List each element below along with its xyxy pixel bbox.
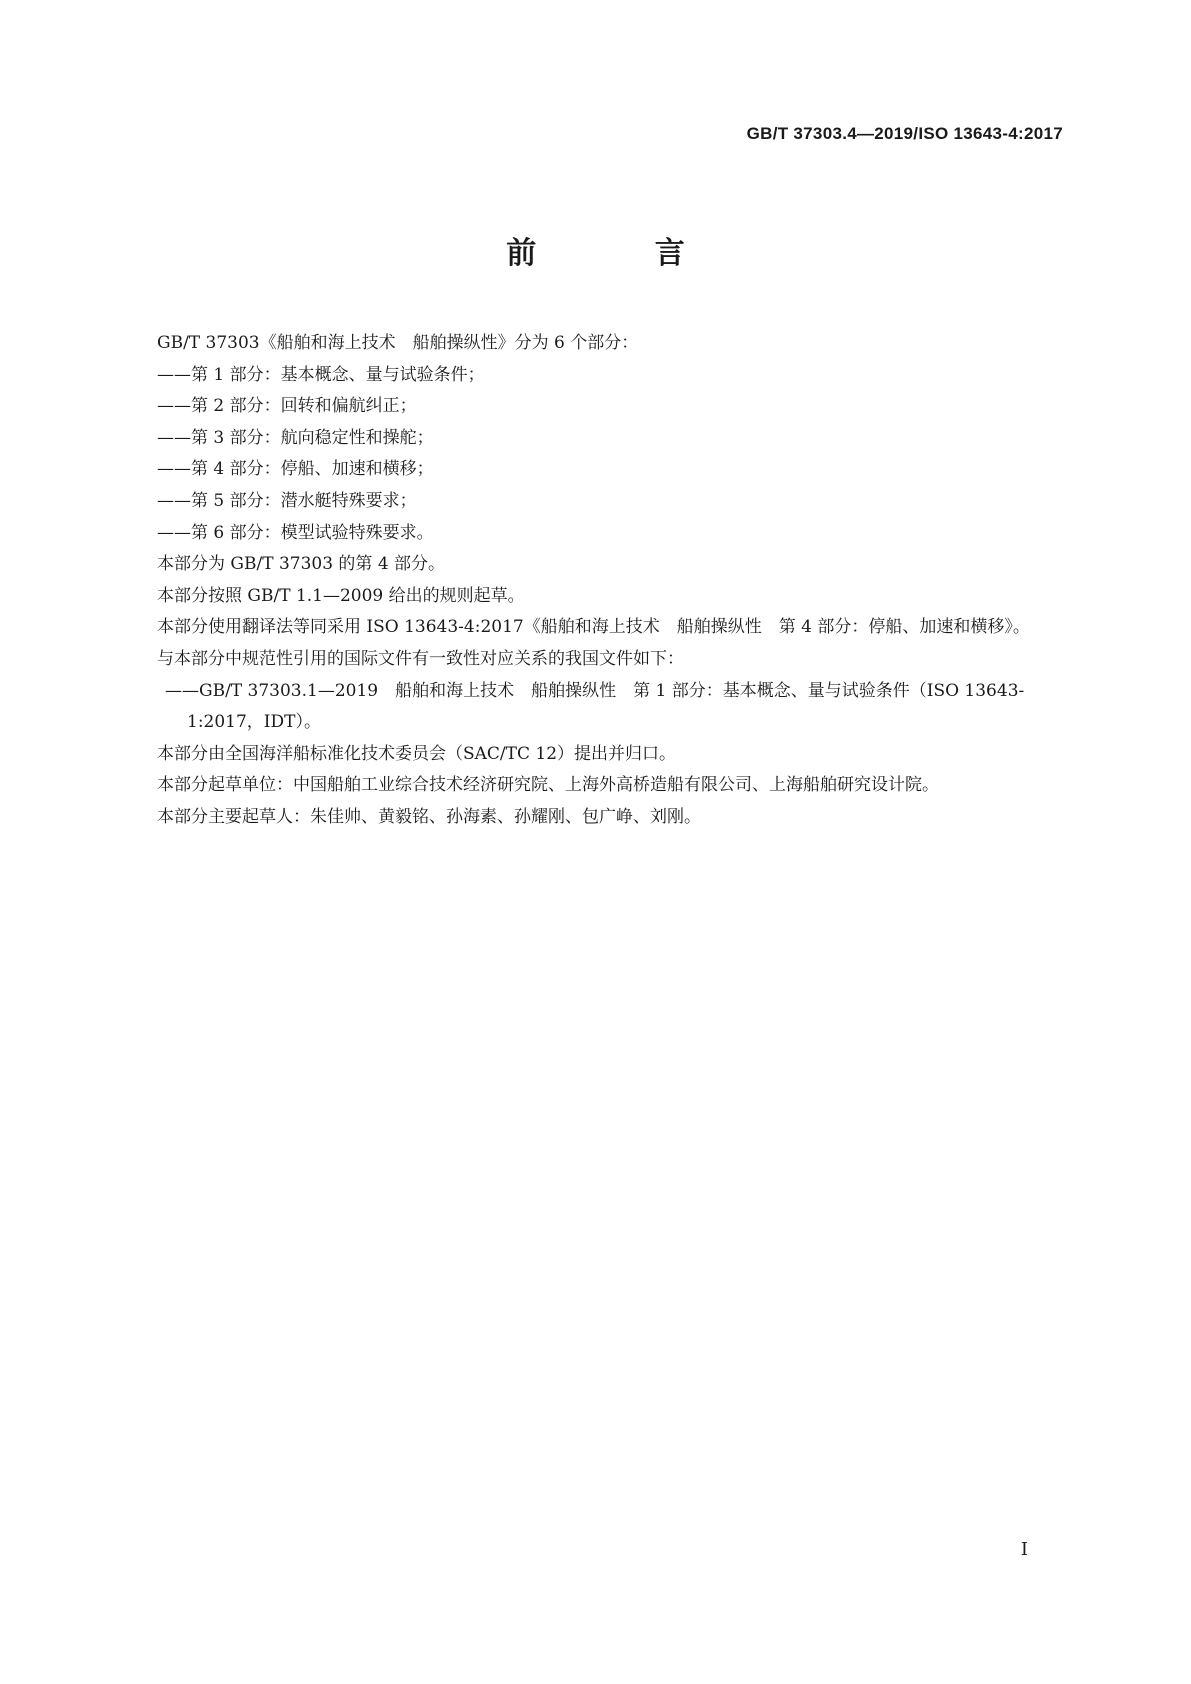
paragraph-part-statement: 本部分为 GB/T 37303 的第 4 部分。: [157, 554, 446, 575]
paragraph-drafting-rules: 本部分按照 GB/T 1.1—2009 给出的规则起草。: [157, 585, 525, 606]
list-item-part-4: ——第 4 部分：停船、加速和横移；: [157, 459, 434, 480]
paragraph-drafting-units: 本部分起草单位：中国船舶工业综合技术经济研究院、上海外高桥造船有限公司、上海船舶研究设计院。: [157, 775, 939, 796]
paragraph-drafters: 本部分主要起草人：朱佳帅、黄毅铭、孙海素、孙耀刚、包广峥、刘刚。: [157, 806, 701, 827]
paragraph-parts-intro: GB/T 37303《船舶和海上技术 船舶操纵性》分为 6 个部分：: [157, 333, 639, 353]
standard-code: GB/T 37303.4—2019/ISO 13643-4:2017: [746, 124, 1063, 143]
paragraph-proposer: 本部分由全国海洋船标准化技术委员会（SAC/TC 12）提出并归口。: [157, 743, 677, 764]
page-title: 前 言: [506, 236, 739, 271]
list-item-part-1: ——第 1 部分：基本概念、量与试验条件；: [157, 364, 485, 385]
list-item-part-2: ——第 2 部分：回转和偏航纠正；: [157, 396, 417, 417]
paragraph-adoption: 本部分使用翻译法等同采用 ISO 13643-4:2017《船舶和海上技术 船舶操纵性 第 4 部分：停船、加速和横移》。: [157, 617, 1030, 638]
list-item-part-5: ——第 5 部分：潜水艇特殊要求；: [157, 490, 417, 511]
page-number: I: [1020, 1539, 1028, 1560]
list-item-part-3: ——第 3 部分：航向稳定性和操舵；: [157, 427, 434, 448]
list-item-part-6: ——第 6 部分：模型试验特殊要求。: [157, 522, 434, 543]
paragraph-reference-intro: 与本部分中规范性引用的国际文件有一致性对应关系的我国文件如下：: [157, 648, 684, 669]
foreword-body: [123, 328, 1063, 834]
reference-item: ——GB/T 37303.1—2019 船舶和海上技术 船舶操纵性 第 1 部分：基本概念、量与试验条件（ISO 13643-1:2017，IDT）。: [165, 680, 1025, 733]
